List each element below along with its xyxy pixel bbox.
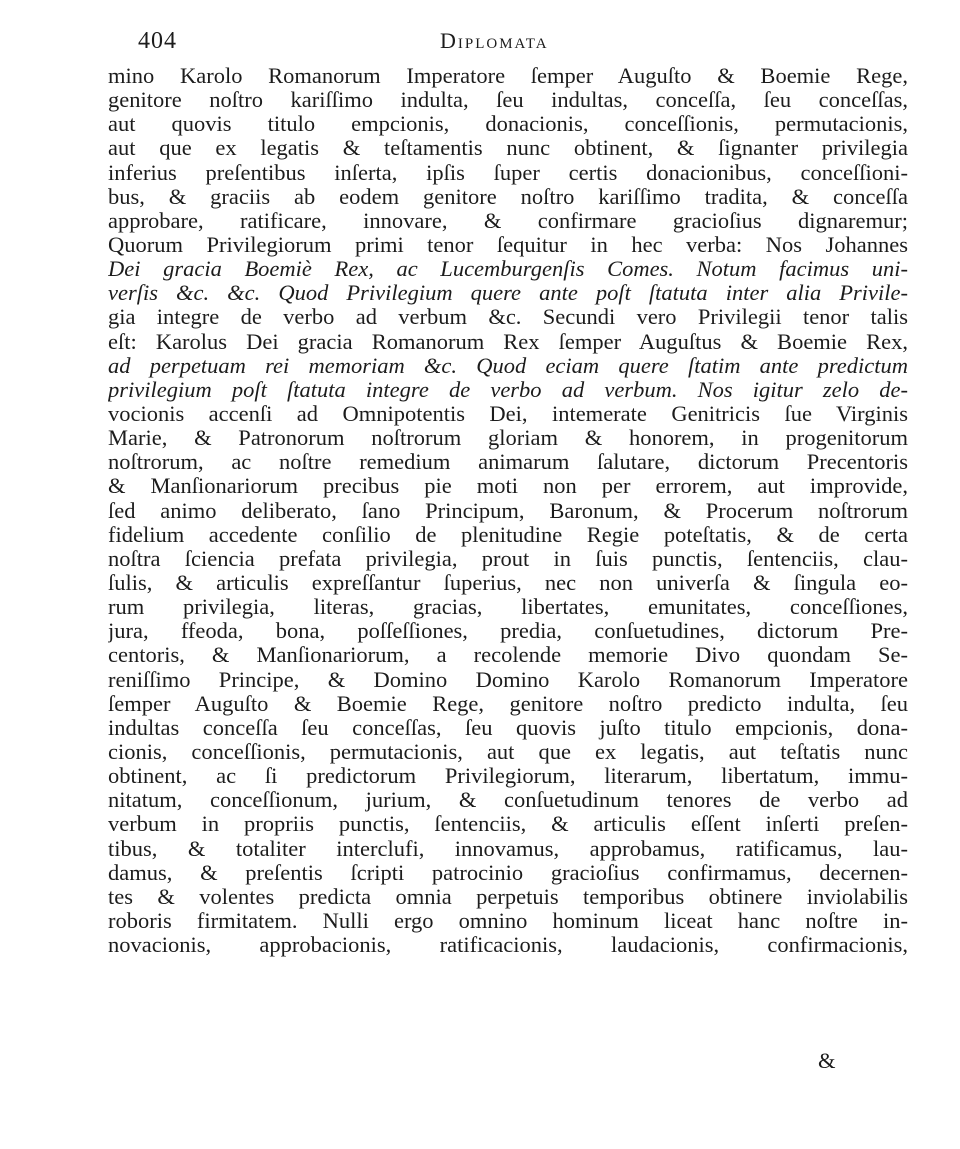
text-line: noſtrorum, ac noſtre remedium animarum ſalutare, dictorum Precentoris xyxy=(108,450,908,475)
text-line: Marie, & Patronorum noſtrorum gloriam & honorem, in progenitorum xyxy=(108,426,908,451)
text-line: vocionis accenſi ad Omnipotentis Dei, intemerate Genitricis ſue Virginis xyxy=(108,401,908,426)
page-number: 404 xyxy=(138,28,177,54)
text-line: obtinent, ac ſi predictorum Privilegiorum, literarum, libertatum, immu- xyxy=(108,764,908,789)
text-line: noſtra ſciencia prefata privilegia, prout in ſuis punctis, ſentenciis, clau- xyxy=(108,546,908,571)
text-line: ſed animo deliberato, ſano Principum, Baronum, & Procerum noſtrorum xyxy=(108,498,908,523)
text-line: Dei gracia Boemiè Rex, ac Lucemburgenſis Comes. Notum facimus uni- xyxy=(108,257,908,282)
text-line: eſt: Karolus Dei gracia Romanorum Rex ſemper Auguſtus & Boemie Rex, xyxy=(108,329,908,354)
text-line: genitore noſtro kariſſimo indulta, ſeu indultas, conceſſa, ſeu conceſſas, xyxy=(108,88,908,113)
text-line: tes & volentes predicta omnia perpetuis temporibus obtinere inviolabilis xyxy=(108,884,908,909)
text-line: & Manſionariorum precibus pie moti non per errorem, aut improvide, xyxy=(108,474,908,499)
text-line: novacionis, approbacionis, ratificacionis, laudacionis, confirmacionis, xyxy=(108,933,908,958)
text-line: rum privilegia, literas, gracias, libertates, emunitates, conceſſiones, xyxy=(108,595,908,620)
text-line: nitatum, conceſſionum, jurium, & conſuetudinum tenores de verbo ad xyxy=(108,788,908,813)
text-line: approbare, ratificare, innovare, & confirmare gracioſius dignaremur; xyxy=(108,208,908,233)
text-line: gia integre de verbo ad verbum &c. Secundi vero Privilegii tenor talis xyxy=(108,305,908,330)
text-line: verſis &c. &c. Quod Privilegium quere ante poſt ſtatuta inter alia Privile- xyxy=(108,281,908,306)
text-line: ſulis, & articulis expreſſantur ſuperius, nec non univerſa & ſingula eo- xyxy=(108,570,908,595)
text-line: fidelium accedente conſilio de plenitudine Regie poteſtatis, & de certa xyxy=(108,522,908,547)
text-line: indultas conceſſa ſeu conceſſas, ſeu quovis juſto titulo empcionis, dona- xyxy=(108,715,908,740)
text-line: Quorum Privilegiorum primi tenor ſequitur in hec verba: Nos Johannes xyxy=(108,232,908,257)
text-line: cionis, conceſſionis, permutacionis, aut que ex legatis, aut teſtatis nunc xyxy=(108,739,908,764)
catchword: & xyxy=(818,1048,836,1073)
text-line: ad perpetuam rei memoriam &c. Quod eciam quere ſtatim ante predictum xyxy=(108,353,908,378)
text-line: verbum in propriis punctis, ſentenciis, & articulis eſſent inſerti preſen- xyxy=(108,812,908,837)
text-line: ſemper Auguſto & Boemie Rege, genitore noſtro predicto indulta, ſeu xyxy=(108,691,908,716)
text-line: roboris firmitatem. Nulli ergo omnino hominum liceat hanc noſtre in- xyxy=(108,908,908,933)
body-text xyxy=(108,64,908,957)
text-line: privilegium poſt ſtatuta integre de verbo ad verbum. Nos igitur zelo de- xyxy=(108,377,908,402)
page-header xyxy=(138,28,900,62)
text-line: jura, ffeoda, bona, poſſeſſiones, predia, conſuetudines, dictorum Pre- xyxy=(108,619,908,644)
text-line: mino Karolo Romanorum Imperatore ſemper Auguſto & Boemie Rege, xyxy=(108,64,908,88)
text-line: tibus, & totaliter interclufi, innovamus, approbamus, ratificamus, lau- xyxy=(108,836,908,861)
text-line: damus, & preſentis ſcripti patrocinio gracioſius confirmamus, decernen- xyxy=(108,860,908,885)
text-line: aut que ex legatis & teſtamentis nunc obtinent, & ſignanter privilegia xyxy=(108,136,908,161)
text-line: reniſſimo Principe, & Domino Domino Karolo Romanorum Imperatore xyxy=(108,667,908,692)
text-line: centoris, & Manſionariorum, a recolende memorie Divo quondam Se- xyxy=(108,643,908,668)
text-line: bus, & graciis ab eodem genitore noſtro kariſſimo tradita, & conceſſa xyxy=(108,184,908,209)
text-line: inferius preſentibus inſerta, ipſis ſuper certis donacionibus, conceſſioni- xyxy=(108,160,908,185)
running-head: Diplomata xyxy=(440,28,549,53)
text-line: aut quovis titulo empcionis, donacionis, conceſſionis, permutacionis, xyxy=(108,112,908,137)
